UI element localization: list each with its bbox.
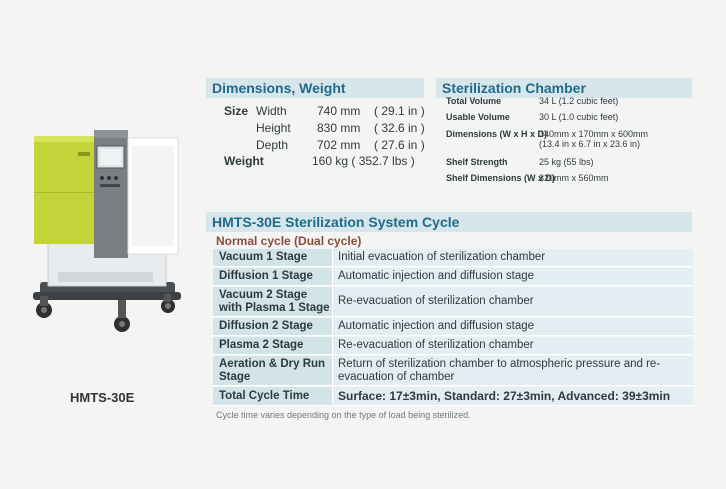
total-cycle-time-value: Surface: 17±3min, Standard: 27±3min, Advanced: 39±3min <box>338 388 671 403</box>
chamber-value: 34 L (1.2 cubic feet) <box>539 96 619 106</box>
stage-description: Initial evacuation of sterilization chamber <box>338 251 546 263</box>
stage-name: Total Cycle Time <box>213 387 333 405</box>
chamber-value: 320mm x 560mm <box>539 173 609 183</box>
chamber-header: Sterilization Chamber <box>436 78 692 98</box>
chamber-label: Shelf Dimensions (W x D) <box>446 173 556 183</box>
stage-description: Re-evacuation of sterilization chamber <box>338 339 534 351</box>
stage-name: Diffusion 1 Stage <box>213 268 333 285</box>
dim-imperial-height: ( 32.6 in ) <box>374 121 425 135</box>
stage-description: Automatic injection and diffusion stage <box>338 270 535 282</box>
chamber-label: Usable Volume <box>446 112 510 122</box>
dim-metric-width: 740 mm <box>317 104 361 118</box>
stage-description: Automatic injection and diffusion stage <box>338 320 535 332</box>
chamber-value: 25 kg (55 lbs) <box>539 157 594 167</box>
sterilizer-machine-image <box>28 122 188 337</box>
dim-metric-depth: 702 mm <box>317 138 361 152</box>
product-model-label: HMTS-30E <box>70 390 135 405</box>
stage-description: Return of sterilization chamber to atmospheric pressure and re-evacuation of chamber <box>338 357 661 383</box>
dim-metric-height: 830 mm <box>317 121 361 135</box>
chamber-label: Dimensions (W x H x D) <box>446 129 548 139</box>
weight-value: 160 kg ( 352.7 lbs ) <box>312 154 415 168</box>
stage-name: Diffusion 2 Stage <box>213 318 333 335</box>
chamber-label: Total Volume <box>446 96 502 106</box>
stage-description: Re-evacuation of sterilization chamber <box>338 295 534 307</box>
table-row <box>213 387 693 406</box>
dim-label-depth: Depth <box>256 138 289 152</box>
chamber-value: 30 L (1.0 cubic feet) <box>539 112 619 122</box>
table-row <box>213 249 693 267</box>
table-row <box>213 268 693 286</box>
dim-imperial-depth: ( 27.6 in ) <box>374 138 425 152</box>
stage-name: Aeration & Dry Run Stage <box>213 356 333 385</box>
table-row <box>213 287 693 317</box>
chamber-value: 340mm x 170mm x 600mm <box>539 129 649 139</box>
dim-label-width: Width <box>256 104 287 118</box>
cycle-footnote: Cycle time varies depending on the type of load being sterilized. <box>216 410 471 420</box>
weight-label: Weight <box>224 154 264 168</box>
cycle-subheader: Normal cycle (Dual cycle) <box>216 234 362 248</box>
stage-name: Plasma 2 Stage <box>213 337 333 354</box>
chamber-value-secondary: (13.4 in x 6.7 in x 23.6 in) <box>539 139 641 149</box>
dim-label-height: Height <box>256 121 291 135</box>
stage-name: Vacuum 1 Stage <box>213 249 333 266</box>
table-row <box>213 356 693 386</box>
dimensions-header: Dimensions, Weight <box>206 78 424 98</box>
chamber-label: Shelf Strength <box>446 157 508 167</box>
size-label: Size <box>224 104 249 118</box>
cycle-header: HMTS-30E Sterilization System Cycle <box>206 212 692 232</box>
dim-imperial-width: ( 29.1 in ) <box>374 104 425 118</box>
table-row <box>213 337 693 355</box>
stage-name: Vacuum 2 Stage with Plasma 1 Stage <box>213 287 333 316</box>
table-row <box>213 318 693 336</box>
